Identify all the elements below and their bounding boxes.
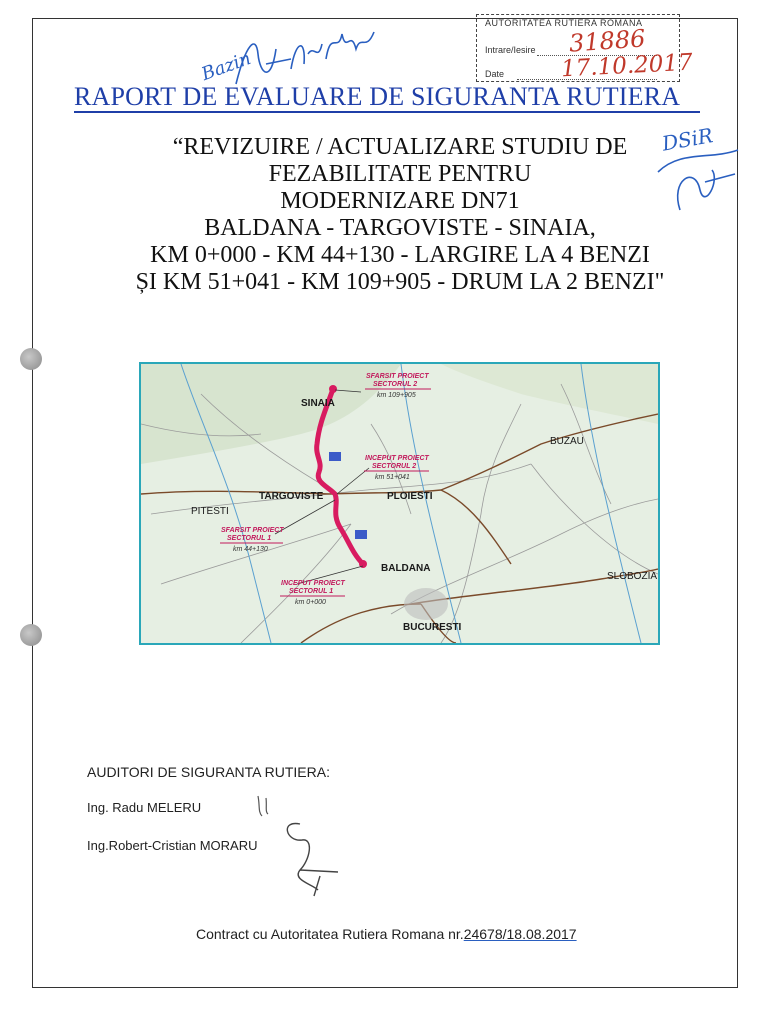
contract-prefix: Contract cu Autoritatea Rutiera Romana nr. — [196, 926, 464, 942]
city-label-slobozia: SLOBOZIA — [607, 571, 658, 582]
marker-s1-start-km: km 0+000 — [295, 599, 326, 606]
stamp-dotted-line — [517, 79, 657, 80]
contract-line — [196, 926, 577, 942]
registration-stamp — [476, 14, 694, 83]
project-title-line: MODERNIZARE DN71 — [280, 188, 520, 214]
marker-s2-end-title: SFARSIT PROIECT — [366, 373, 429, 380]
city-label-ploiesti: PLOIESTI — [387, 491, 433, 502]
stamp-date: 17.10.2017 — [560, 49, 694, 83]
marker-s1-end-title: SFARSIT PROIECT — [221, 527, 284, 534]
marker-s1-start-sector: SECTORUL 1 — [289, 588, 334, 595]
project-title-line: ȘI KM 51+041 - KM 109+905 - DRUM LA 2 BENZI" — [135, 269, 665, 295]
project-title-line: KM 0+000 - KM 44+130 - LARGIRE LA 4 BENZI — [150, 242, 650, 268]
marker-s2-end-sector: SECTORUL 2 — [373, 381, 418, 388]
project-title-line: BALDANA - TARGOVISTE - SINAIA, — [204, 215, 596, 241]
contract-number: 24678/18.08.2017 — [463, 926, 577, 942]
city-label-targoviste: TARGOVISTE — [259, 491, 324, 502]
project-title-line: “REVIZUIRE / ACTUALIZARE STUDIU DE — [172, 134, 628, 160]
auditors-heading: AUDITORI DE SIGURANTA RUTIERA: — [87, 764, 330, 780]
project-title-line: FEZABILITATE PENTRU — [268, 161, 532, 187]
auditor-name-2: Ing.Robert-Cristian MORARU — [87, 838, 258, 853]
signature-note: DSiR — [660, 123, 715, 156]
report-title: RAPORT DE EVALUARE DE SIGURANTA RUTIERA — [74, 82, 681, 111]
auditor-signatures — [240, 790, 360, 900]
route-map-svg — [141, 364, 658, 643]
title-underline — [74, 111, 700, 113]
marker-s1-end-km: km 44+130 — [233, 546, 268, 553]
city-label-bucuresti: BUCURESTI — [403, 622, 462, 633]
city-label-pitesti: PITESTI — [191, 506, 229, 517]
auditor-name-1: Ing. Radu MELERU — [87, 800, 202, 815]
city-label-baldana: BALDANA — [381, 563, 431, 574]
punch-hole-top — [20, 348, 42, 370]
stamp-date-label: Date — [485, 69, 505, 79]
city-label-buzau: BUZAU — [550, 436, 584, 447]
city-label-sinaia: SINAIA — [301, 398, 335, 409]
stamp-org: AUTORITATEA RUTIERA ROMANA — [485, 18, 643, 28]
marker-s2-start-km: km 51+041 — [375, 474, 410, 481]
marker-s1-end-sector: SECTORUL 1 — [227, 535, 272, 542]
stamp-number: 31886 — [568, 24, 647, 58]
stamp-in-label: Intrare/Iesire — [485, 45, 536, 55]
marker-s2-start-title: INCEPUT PROIECT — [365, 455, 429, 462]
marker-s1-start-title: INCEPUT PROIECT — [281, 580, 345, 587]
project-title — [60, 134, 740, 296]
signature-note: Bazin — [198, 48, 254, 86]
marker-s2-end-km: km 109+905 — [377, 392, 416, 399]
marker-s2-start-sector: SECTORUL 2 — [372, 463, 417, 470]
route-map — [139, 362, 660, 645]
punch-hole-bottom — [20, 624, 42, 646]
